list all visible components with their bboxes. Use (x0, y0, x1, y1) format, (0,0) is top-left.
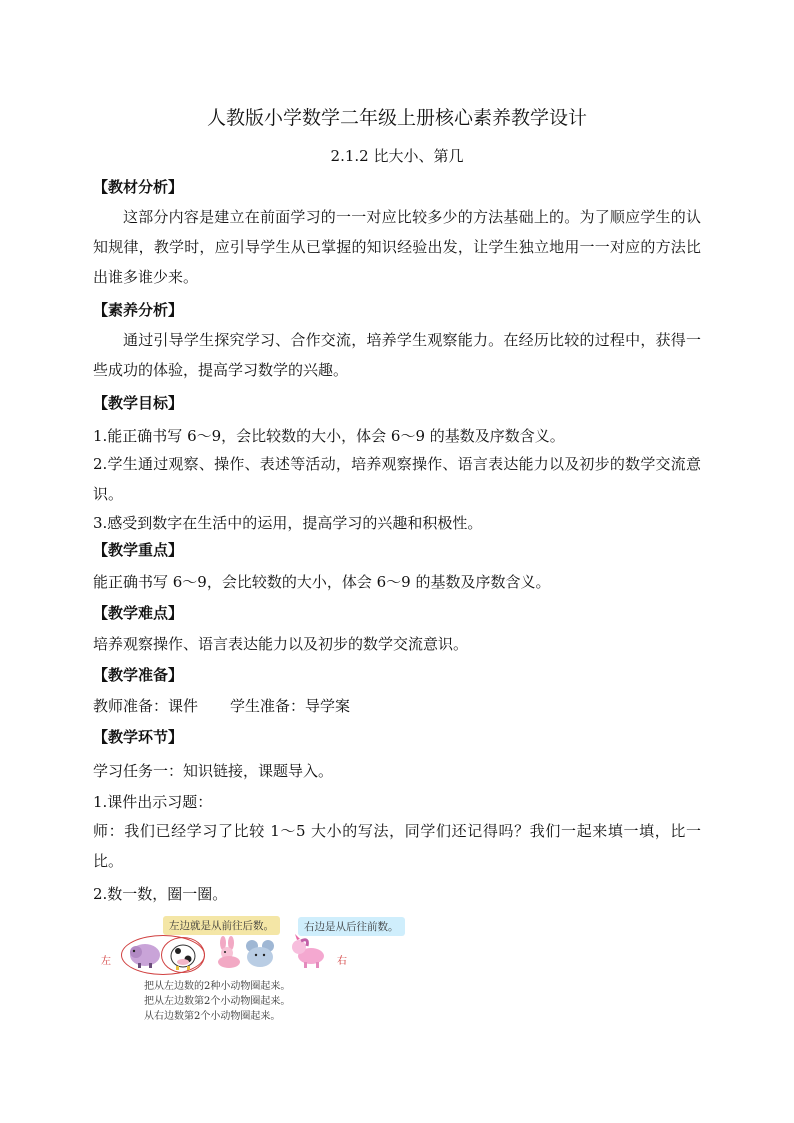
step-1: 1.课件出示习题： (93, 793, 213, 811)
section-heading-difficulty: 【教学难点】 (93, 604, 184, 622)
document-title: 人教版小学数学二年级上册核心素养教学设计 (206, 107, 587, 129)
section-heading-prep: 【教学准备】 (93, 666, 184, 684)
prep-student: 学生准备：导学案 (230, 697, 351, 715)
prep-line (93, 695, 350, 716)
mouse-icon (243, 938, 279, 970)
section-heading-material: 【教材分析】 (93, 178, 184, 196)
section-heading-literacy: 【素养分析】 (93, 301, 184, 319)
literacy-paragraph: 通过引导学生探究学习、合作交流，培养学生观察能力。在经历比较的过程中，获得一些成功的体验，提高学习数学的兴趣。 (93, 331, 701, 379)
section-heading-steps: 【教学环节】 (93, 728, 184, 746)
goal-3: 3.感受到数字在生活中的运用，提高学习的兴趣和积极性。 (93, 514, 483, 532)
tag-right: 右边是从后往前数。 (298, 917, 405, 936)
cow-icon (167, 939, 199, 971)
task-1: 学习任务一：知识链接，课题导入。 (93, 762, 334, 780)
section-heading-goals: 【教学目标】 (93, 394, 184, 412)
unicorn-icon (289, 934, 329, 970)
step-2: 2.数一数，圈一圈。 (93, 885, 228, 903)
prep-teacher: 教师准备：课件 (93, 697, 199, 715)
caption-1: 把从左边数的2种小动物圈起来。 (144, 981, 291, 992)
sheep-icon (127, 938, 163, 970)
rabbit-icon (213, 936, 243, 970)
goal-1: 1.能正确书写 6～9，会比较数的大小，体会 6～9 的基数及序数含义。 (93, 427, 565, 445)
section-heading-key: 【教学重点】 (93, 541, 184, 559)
goal-2: 2.学生通过观察、操作、表述等活动，培养观察操作、语言表达能力以及初步的数学交流意识。 (93, 455, 701, 503)
caption-3: 从右边数第2个小动物圈起来。 (144, 1011, 281, 1022)
left-label: 左 (101, 956, 111, 967)
difficulty-text: 培养观察操作、语言表达能力以及初步的数学交流意识。 (93, 635, 469, 653)
right-label: 右 (337, 956, 347, 967)
tag-left: 左边就是从前往后数。 (163, 916, 280, 935)
lesson-subtitle: 2.1.2 比大小、第几 (330, 147, 464, 165)
caption-2: 把从左边数第2个小动物圈起来。 (144, 996, 291, 1007)
teacher-line: 师：我们已经学习了比较 1～5 大小的写法，同学们还记得吗？我们一起来填一填，比一比。 (93, 822, 701, 870)
material-paragraph: 这部分内容是建立在前面学习的一一对应比较多少的方法基础上的。为了顺应学生的认知规律，教学时，应引导学生从已掌握的知识经验出发，让学生独立地用一一对应的方法比出谁多谁少来。 (93, 208, 701, 286)
animal-counting-figure (93, 912, 423, 1032)
key-text: 能正确书写 6～9，会比较数的大小，体会 6～9 的基数及序数含义。 (93, 573, 551, 591)
